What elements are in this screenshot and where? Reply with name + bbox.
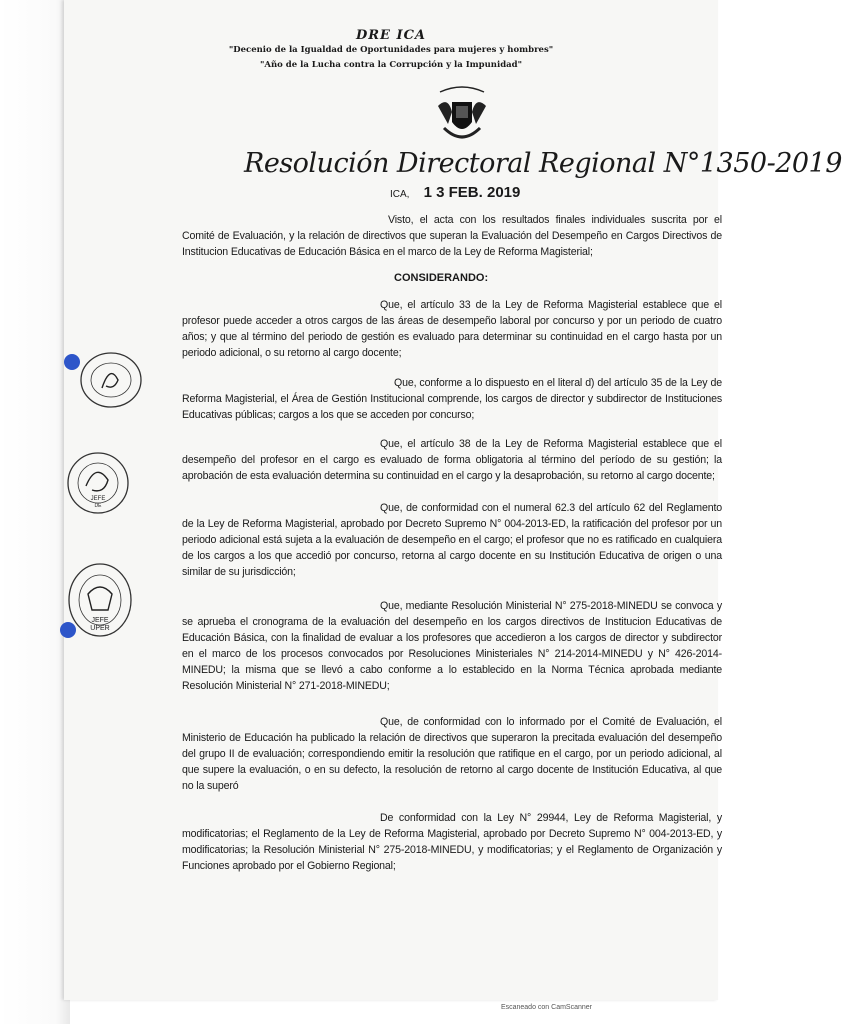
date-value: 1 3 FEB. 2019: [423, 184, 521, 201]
legal-basis-paragraph: De conformidad con la Ley N° 29944, Ley de Reforma Magisterial, y modificatorias; el Reglamento de la Ley de Reforma Magisterial, aprobado por Decreto Supremo N° 004-2013-ED, y modificatorias; la Resolución Ministerial N° 275-2018-MINEDU, y modificatorias; y el Reglamento de Organización y Funciones aprobado por el Gobierno Regional;: [182, 812, 722, 872]
considerando-paragraph-4: Que, de conformidad con el numeral 62.3 del artículo 62 del Reglamento de la Ley de Reforma Magisterial, aprobado por Decreto Supremo N° 004-2013-ED, la ratificación del profesor por un periodo adicional está sujeta a la evaluación de desempeño en el cargo; el profesor que no es ratificado en cualquiera de los cargos a los que accedió por concurso, retorna al cargo docente en su Institución Educativa de origen o una similar de su jurisdicción;: [182, 502, 722, 578]
considerando-paragraph-2: Que, conforme a lo dispuesto en el literal d) del artículo 35 de la Ley de Reforma Magisterial, el Área de Gestión Institucional comprende, los cargos de director y subdirector de Instituciones Educativas públicas; cargos a los que se acceden por concurso;: [182, 377, 722, 421]
official-stamp-2: [66, 450, 130, 516]
considerando-heading: CONSIDERANDO:: [394, 272, 489, 284]
stamp-2-line-2: DE: [94, 503, 102, 509]
year-motto: "Año de la Lucha contra la Corrupción y la Impunidad": [259, 60, 523, 70]
resolution-title: Resolución Directoral Regional N°1350-2019: [244, 148, 842, 179]
considerando-paragraph-5: Que, mediante Resolución Ministerial N° 275-2018-MINEDU se convoca y se aprueba el cronograma de la evaluación del desempeño en los cargos directivos de Institucion Educativas de Educación Básica, con la finalidad de evaluar a los profesores que accedieron a los cargos de director y subdirector en el marco de los procesos convocados por Resoluciones Ministeriales N° 214-2014-MINEDU y N° 426-2014-MINEDU; la misma que se llevó a cabo conforme a lo establecido en la Norma Técnica aprobada mediante Resolución Ministerial N° 271-2018-MINEDU;: [182, 600, 722, 692]
considerando-paragraph-1: Que, el artículo 33 de la Ley de Reforma Magisterial establece que el profesor puede acceder a otros cargos de las áreas de desempeño laboral por concurso y por un periodo de cuatro años; y que al término del periodo de gestión es evaluado para determinar su continuidad en el cargo hasta por un periodo adicional, o su retorno al cargo docente;: [182, 299, 722, 359]
coat-of-arms-icon: [434, 84, 490, 146]
official-stamp-3: [66, 560, 134, 646]
pen-mark-1: [64, 354, 80, 370]
stamp-2-line-1: JEFE: [90, 496, 106, 502]
stamp-3-line-2: UPER: [90, 625, 110, 632]
document-page: [64, 0, 842, 1000]
date-city: ICA,: [390, 189, 410, 200]
scan-edge-shadow: [0, 0, 70, 1024]
brand-header: DRE ICA: [355, 28, 427, 43]
official-stamp-1: [78, 350, 144, 410]
decade-motto: "Decenio de la Igualdad de Oportunidades para mujeres y hombres": [228, 45, 554, 55]
visto-paragraph: Visto, el acta con los resultados finales individuales suscrita por el Comité de Evaluación, y la relación de directivos que superan la Evaluación del Desempeño en Cargos Directivos de Institucion Educativas de Educación Básica en el marco de la Ley de Reforma Magisterial;: [182, 214, 722, 258]
stamp-3-line-1: JEFE: [91, 617, 109, 624]
resolution-date: [390, 184, 520, 201]
pen-mark-2: [60, 622, 76, 638]
scanner-watermark: Escaneado con CamScanner: [500, 1004, 592, 1011]
considerando-paragraph-6: Que, de conformidad con lo informado por el Comité de Evaluación, el Ministerio de Educación ha publicado la relación de directivos que superaron la precitada evaluación del desempeño del grupo II de evaluación; correspondiendo emitir la resolución que ratifique en el cargo, por un periodo adicional, al que supere la evaluación, o en su defecto, la resolución de retorno al cargo docente de Institución Educativa, al que no la superó: [182, 716, 722, 792]
considerando-paragraph-3: Que, el artículo 38 de la Ley de Reforma Magisterial establece que el desempeño del profesor en el cargo es evaluado de forma obligatoria al término del período de su gestión; la aprobación de esta evaluación determina su continuidad en el cargo y la desaprobación, su retorno al cargo docente;: [182, 438, 722, 482]
